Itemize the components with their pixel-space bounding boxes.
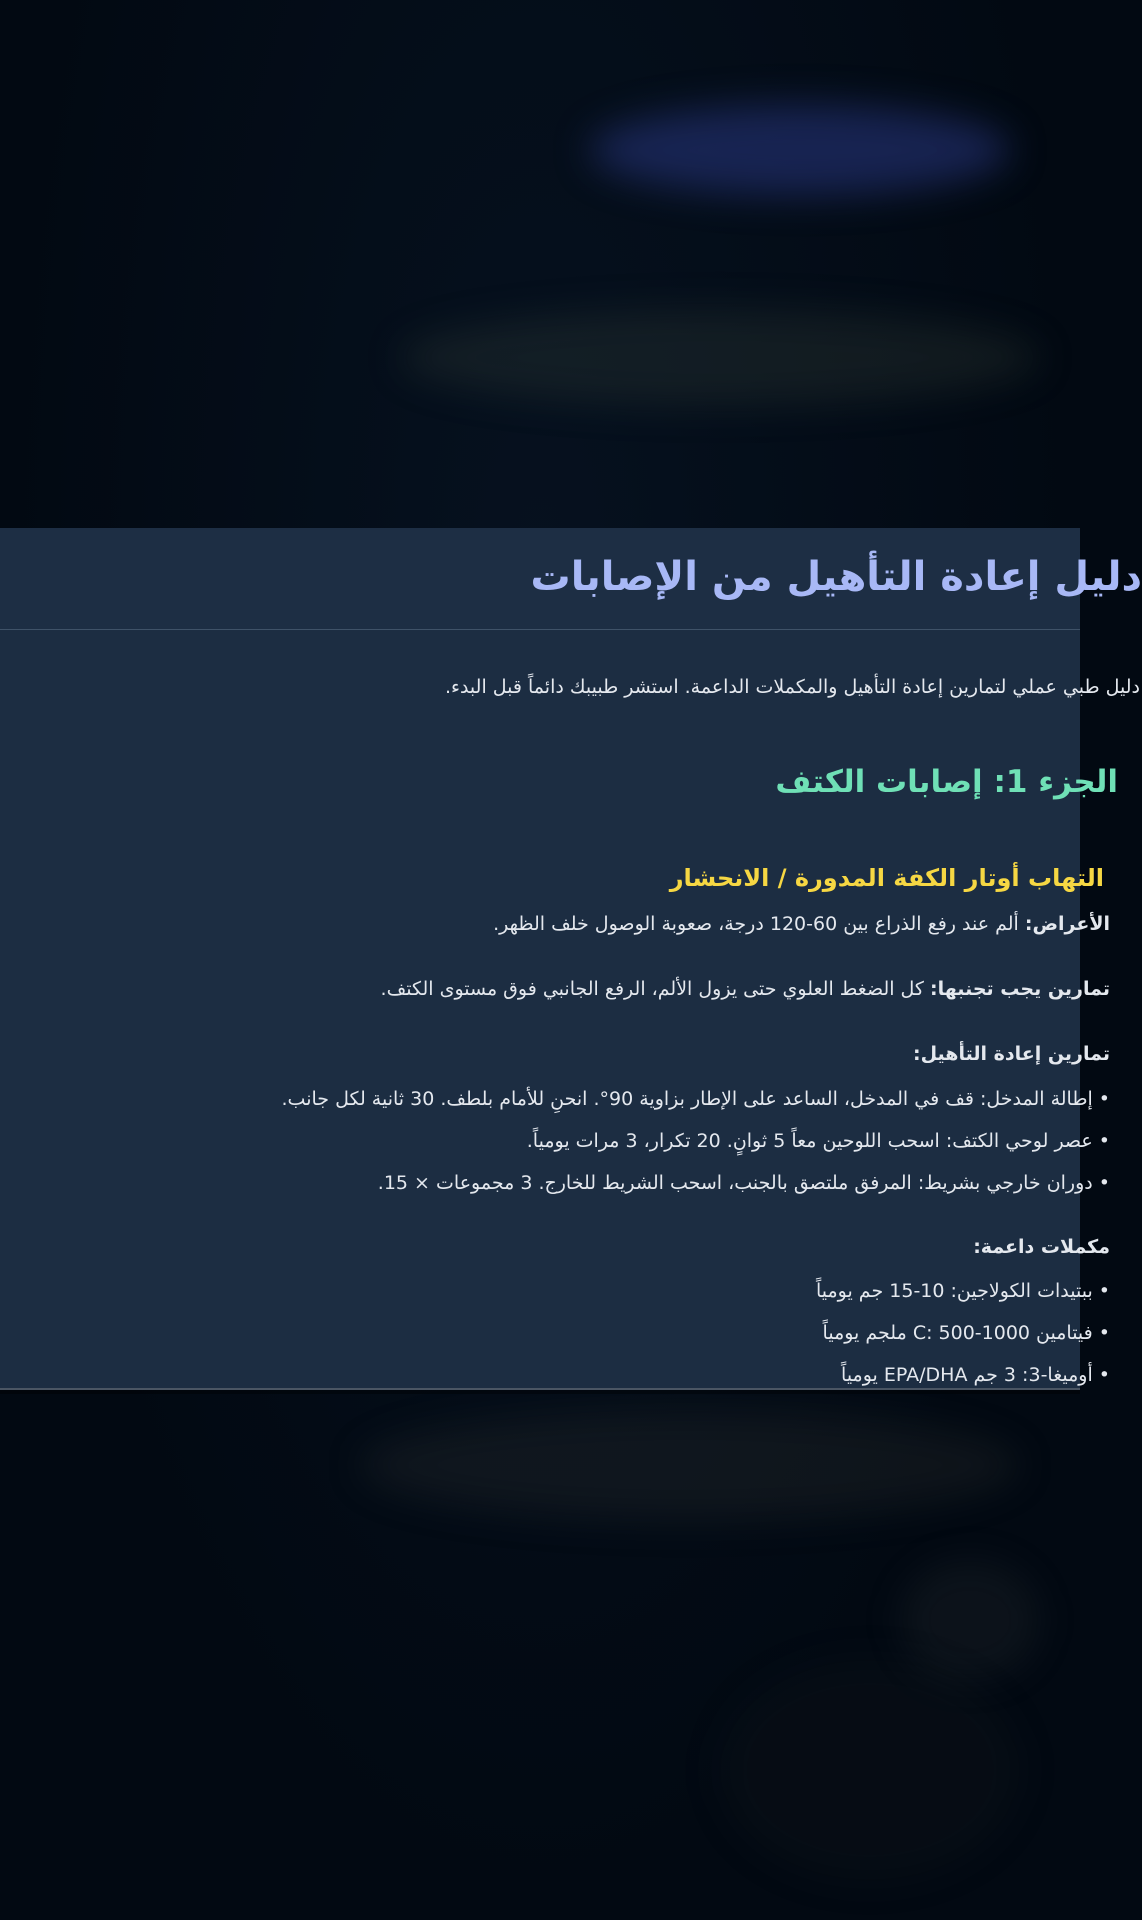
avoid-text: كل الضغط العلوي حتى يزول الألم، الرفع الجانبي فوق مستوى الكتف.: [380, 978, 931, 1000]
symptoms-text: ألم عند رفع الذراع بين 60-120 درجة، صعوبة الوصول خلف الظهر.: [493, 913, 1025, 935]
page-title: دليل إعادة التأهيل من الإصابات: [530, 554, 1142, 600]
exercise-item: • عصر لوحي الكتف: اسحب اللوحين معاً 5 ثوانٍ. 20 تكرار، 3 مرات يومياً.: [526, 1130, 1110, 1152]
background-blur-shape: [720, 1660, 1020, 1880]
supplement-item: • أوميغا-3: 3 جم EPA/DHA يومياً: [841, 1364, 1110, 1386]
exercise-item: • إطالة المدخل: قف في المدخل، الساعد على الإطار بزاوية 90°. انحنِ للأمام بلطف. 30 ثانية لكل جانب.: [281, 1088, 1110, 1110]
intro-text: دليل طبي عملي لتمارين إعادة التأهيل والمكملات الداعمة. استشر طبيبك دائماً قبل البدء.: [444, 676, 1140, 698]
article-panel[interactable]: [0, 528, 1142, 1390]
background-blur-shape: [360, 1410, 1020, 1520]
section-heading: التهاب أوتار الكفة المدورة / الانحشار: [669, 864, 1104, 892]
avoid-line: [381, 978, 1110, 1000]
background-blur-shape: [590, 105, 1010, 195]
symptoms-label: الأعراض:: [1024, 913, 1110, 935]
background-blur-shape: [900, 1560, 1040, 1680]
rehab-heading: تمارين إعادة التأهيل:: [912, 1043, 1110, 1065]
supplement-item: • فيتامين C: 500-1000 ملجم يومياً: [822, 1322, 1110, 1344]
background-blur-shape: [400, 310, 1040, 405]
article-header: [0, 528, 1142, 630]
supplement-item: • ببتيدات الكولاجين: 10-15 جم يومياً: [815, 1280, 1110, 1302]
avoid-label: تمارين يجب تجنبها:: [930, 978, 1110, 1000]
supplements-heading: مكملات داعمة:: [973, 1236, 1110, 1258]
symptoms-line: [493, 913, 1110, 935]
exercise-item: • دوران خارجي بشريط: المرفق ملتصق بالجنب، اسحب الشريط للخارج. 3 مجموعات × 15.: [377, 1172, 1110, 1194]
part-heading: الجزء 1: إصابات الكتف: [775, 764, 1118, 800]
